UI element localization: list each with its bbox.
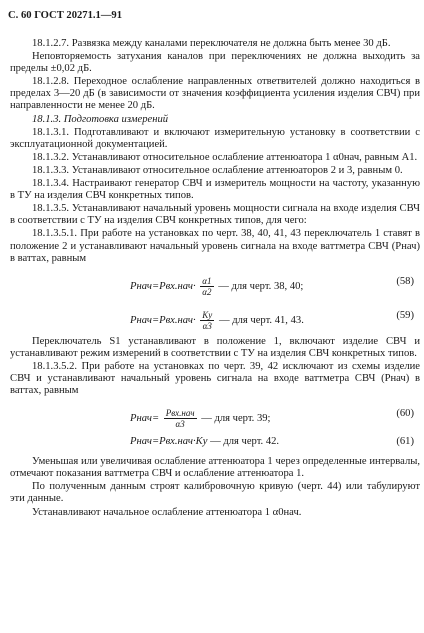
formula-61 (10, 434, 420, 452)
section-heading: 18.1.3. Подготовка измерений (32, 113, 169, 125)
formula-fraction (164, 408, 197, 429)
fraction-numerator: α1 (202, 275, 212, 286)
formula-number: (61) (396, 436, 414, 448)
paragraph: Неповторяемость затухания каналов при переключениях не должна выходить за пределы ±0,02 дБ. (10, 51, 420, 75)
paragraph: 18.1.2.8. Переходное ослабление направленных ответвителей должно находиться в пределах 3—20 дБ (в зависимости от значения коэффициента усиления изделия СВЧ) при направленности не менее 20 дБ. (10, 76, 420, 112)
paragraph: По полученным данным строят калибровочную кривую (черт. 44) или табулируют эти данные. (10, 481, 420, 505)
formula-dash: — (218, 314, 230, 326)
formula-condition: для черт. 42. (223, 436, 280, 448)
formula-condition: для черт. 38, 40; (231, 280, 304, 292)
formula-eq: = (151, 280, 160, 292)
formula-dot: · (192, 436, 196, 448)
paragraph: 18.1.3.1. Подготавливают и включают измерительную установку в соответствии с эксплуатационной документацией. (10, 126, 420, 150)
formula-dot: · (192, 280, 196, 292)
fraction-denominator: α3 (175, 419, 185, 430)
formula-lhs: Pнач (130, 436, 152, 448)
formula-lhs: Pнач (130, 413, 152, 425)
formula-lhs: Pнач (130, 280, 152, 292)
formula-eq: = (151, 436, 160, 448)
formula-dash: — (201, 413, 212, 425)
fraction-denominator: α2 (202, 286, 212, 297)
paragraph: 18.1.3.5. Устанавливают начальный уровень мощности сигнала на входе изделия СВЧ в соответствии с ТУ на изделия СВЧ конкретных типов, для чего: (10, 203, 420, 227)
formula-58 (10, 268, 420, 298)
page-number: С. 60 (8, 10, 32, 21)
formula-lhs: Pнач (130, 314, 152, 326)
formula-number: (59) (396, 309, 414, 321)
paragraph: 18.1.3.5.2. При работе на установках по черт. 39, 42 исключают из схемы изделие СВЧ и устанавливают начальный уровень сигнала на входе ваттметра СВЧ (Pнач) в ваттах, равным (10, 360, 420, 397)
paragraph: Устанавливают начальное ослабление аттенюатора 1 α0нач. (32, 506, 302, 518)
formula-number: (58) (396, 275, 414, 287)
formula-fraction (200, 310, 214, 331)
paragraph: Переключатель S1 устанавливают в положение 1, включают изделие СВЧ и устанавливают режим измерений в соответствии с ТУ на изделия СВЧ конкретных типов. (10, 335, 420, 359)
formula-number: (60) (396, 408, 414, 420)
fraction-numerator: Pвх.нач (165, 408, 195, 419)
page-body (10, 38, 420, 520)
formula-term: Pвх.нач (159, 314, 193, 326)
paragraph: 18.1.2.7. Развязка между каналами переключателя не должна быть менее 30 дБ. (32, 38, 391, 49)
formula-60 (10, 400, 420, 430)
paragraph: 18.1.3.4. Настраивают генератор СВЧ и измеритель мощности на частоту, указанную в ТУ на изделия СВЧ конкретных типов. (10, 178, 420, 202)
formula-multiplier: Kу (195, 436, 208, 448)
paragraph: 18.1.3.5.1. При работе на установках по черт. 38, 40, 41, 43 переключатель 1 ставят в положение 2 и устанавливают начальный уровень сигнала на входе ваттметра СВЧ (Pнач) в ваттах, равным (10, 228, 420, 264)
formula-dot: · (192, 314, 196, 326)
formula-59 (10, 302, 420, 332)
paragraph: 18.1.3.2. Устанавливают относительное ослабление аттенюатора 1 α0нач, равным A1. (32, 151, 418, 163)
formula-condition: для черт. 41, 43. (232, 314, 304, 326)
fraction-denominator: α3 (202, 320, 212, 331)
formula-dash: — (210, 436, 221, 448)
formula-fraction (200, 276, 213, 297)
formula-dash: — (218, 280, 229, 292)
formula-term: Pвх.нач (159, 436, 193, 448)
formula-condition: для черт. 39; (214, 413, 271, 425)
paragraph: 18.1.3.3. Устанавливают относительное ослабление аттенюаторов 2 и 3, равным 0. (32, 164, 403, 176)
paragraph: Уменьшая или увеличивая ослабление аттенюатора 1 через определенные интервалы, отмечают показания ваттметра СВЧ и ослабление аттенюатора 1. (10, 456, 420, 480)
formula-eq: = (151, 413, 160, 425)
page-header (8, 10, 122, 22)
formula-term: Pвх.нач (159, 280, 193, 292)
fraction-numerator: Kу (202, 309, 213, 320)
standard-code: ГОСТ 20271.1—91 (34, 10, 123, 21)
formula-eq: = (151, 314, 160, 326)
